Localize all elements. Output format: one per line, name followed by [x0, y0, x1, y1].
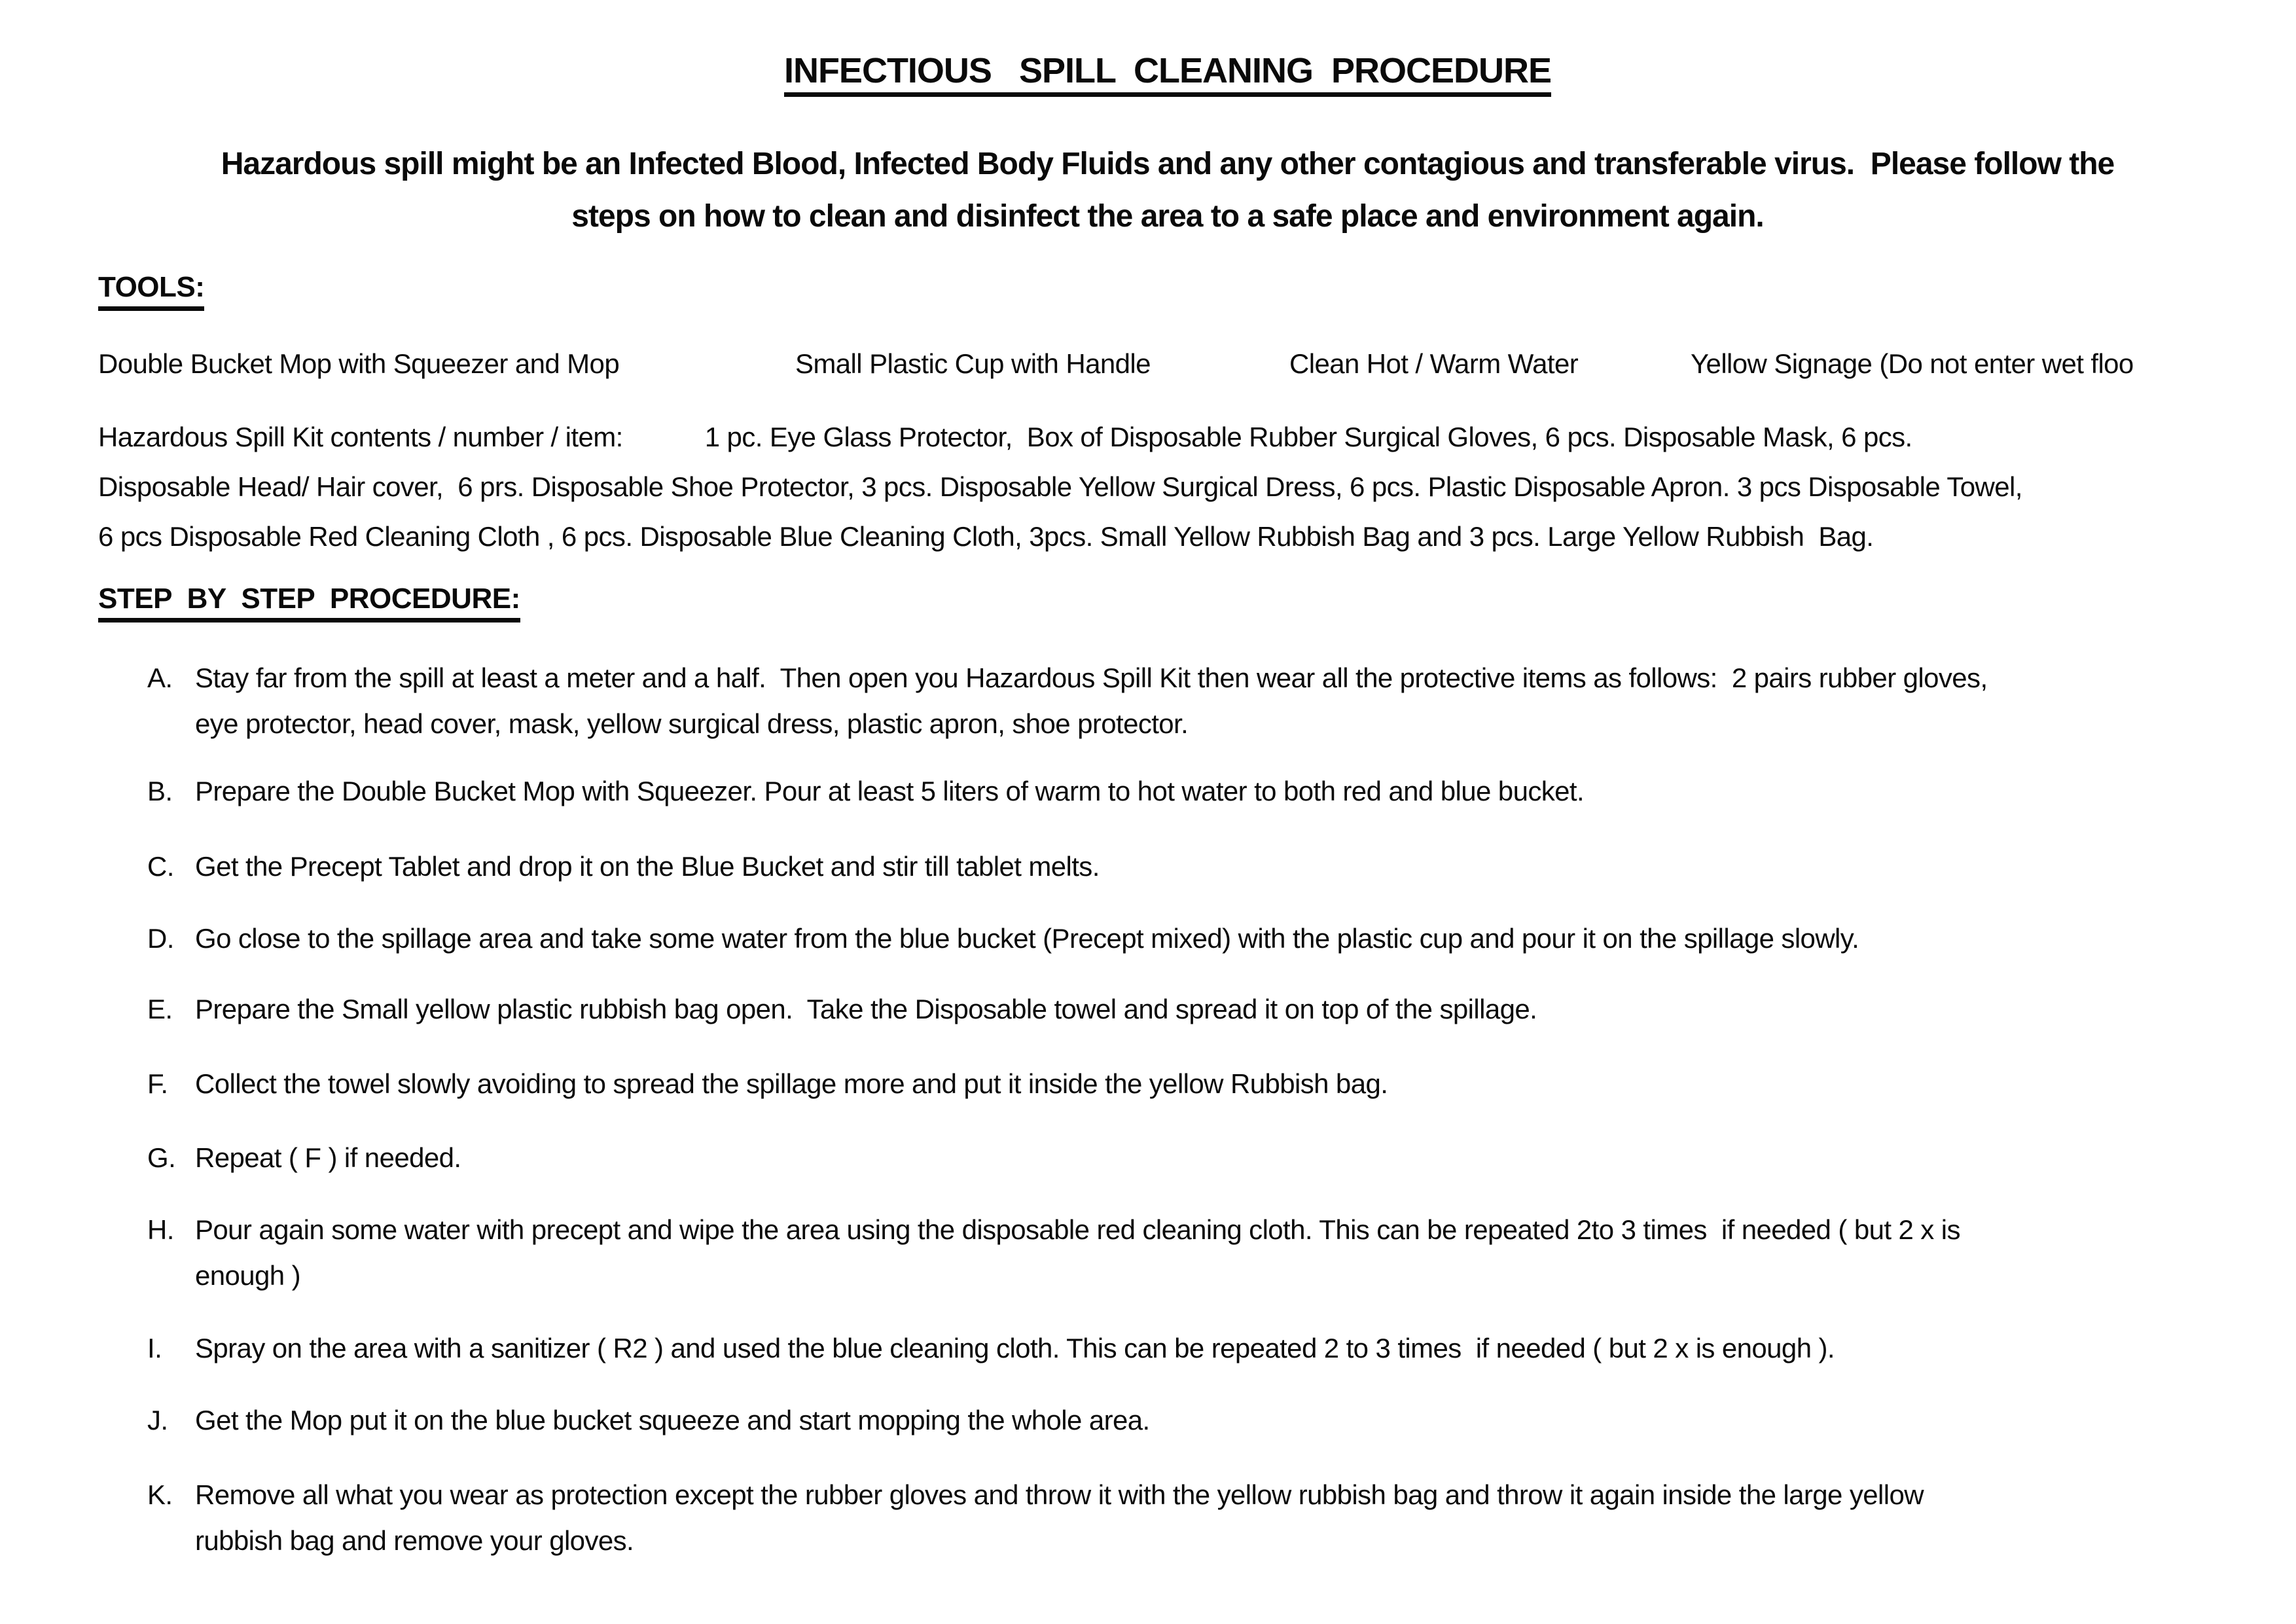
step-text [195, 1326, 2257, 1371]
title-row [98, 50, 2237, 97]
step-item-i [98, 1326, 2257, 1371]
tool-item-yellow-signage: Yellow Signage (Do not enter wet floo [1691, 348, 2134, 379]
step-letter: C. [147, 851, 174, 882]
step-letter: B. [147, 776, 173, 806]
tool-item-double-bucket-mop: Double Bucket Mop with Squeezer and Mop [98, 348, 620, 379]
step-line: enough ) [195, 1260, 301, 1291]
step-line: eye protector, head cover, mask, yellow surgical dress, plastic apron, shoe protector. [195, 708, 1189, 739]
step-letter: A. [147, 662, 173, 693]
step-line: Pour again some water with precept and wipe the area using the disposable red cleaning cloth. This can be repeated 2to 3 times if needed ( but 2 x is [195, 1214, 1960, 1245]
tools-heading-row [98, 270, 2237, 311]
procedure-heading: STEP BY STEP PROCEDURE: [98, 581, 520, 623]
step-text [195, 1472, 2257, 1564]
step-letter: F. [147, 1068, 168, 1099]
kit-line-3: 6 pcs Disposable Red Cleaning Cloth , 6 pcs. Disposable Blue Cleaning Cloth, 3pcs. Small Yellow Rubbish Bag and 3 pcs. Large Yellow Rubbish Bag. [98, 521, 1874, 552]
step-text [195, 1061, 2257, 1107]
page-title: INFECTIOUS SPILL CLEANING PROCEDURE [784, 50, 1551, 97]
step-letter: I. [147, 1333, 162, 1363]
kit-line-2: Disposable Head/ Hair cover, 6 prs. Disposable Shoe Protector, 3 pcs. Disposable Yellow Surgical Dress, 6 pcs. Plastic Disposable Apron. 3 pcs Disposable Towel, [98, 471, 2022, 502]
step-letter: G. [147, 1142, 176, 1173]
step-item-b [98, 768, 2257, 814]
step-line: rubbish bag and remove your gloves. [195, 1525, 634, 1556]
intro-line-1: Hazardous spill might be an Infected Blood, Infected Body Fluids and any other contagious and transferable virus. Please follow the [221, 147, 2115, 181]
procedure-heading-row [98, 581, 2237, 623]
step-line: Get the Precept Tablet and drop it on the Blue Bucket and stir till tablet melts. [195, 851, 1100, 882]
tools-row [98, 341, 2237, 387]
step-line: Stay far from the spill at least a meter and a half. Then open you Hazardous Spill Kit then wear all the protective items as follows: 2 pairs rubber gloves, [195, 662, 1988, 693]
step-line: Repeat ( F ) if needed. [195, 1142, 461, 1173]
step-text [195, 1207, 2257, 1299]
step-item-c [98, 844, 2257, 890]
step-line: Collect the towel slowly avoiding to spread the spillage more and put it inside the yellow Rubbish bag. [195, 1068, 1388, 1099]
step-text [195, 916, 2257, 962]
step-line: Go close to the spillage area and take some water from the blue bucket (Precept mixed) with the plastic cup and pour it on the spillage slowly. [195, 923, 1859, 954]
step-letter: K. [147, 1479, 173, 1510]
step-line: Prepare the Double Bucket Mop with Squeezer. Pour at least 5 liters of warm to hot water to both red and blue bucket. [195, 776, 1585, 806]
step-text [195, 655, 2257, 747]
step-item-j [98, 1398, 2257, 1443]
step-text [195, 1135, 2257, 1181]
step-line: Prepare the Small yellow plastic rubbish bag open. Take the Disposable towel and spread it on top of the spillage. [195, 994, 1537, 1024]
step-letter: J. [147, 1405, 168, 1435]
step-letter: H. [147, 1214, 174, 1245]
step-item-a [98, 655, 2257, 747]
intro-line-2: steps on how to clean and disinfect the area to a safe place and environment again. [571, 199, 1764, 234]
intro-paragraph [98, 138, 2237, 243]
step-item-e [98, 986, 2257, 1032]
step-item-d [98, 916, 2257, 962]
kit-line-1-contents: 1 pc. Eye Glass Protector, Box of Disposable Rubber Surgical Gloves, 6 pcs. Disposable Mask, 6 pcs. [704, 422, 1912, 452]
kit-label: Hazardous Spill Kit contents / number / item: [98, 422, 623, 452]
step-letter: D. [147, 923, 174, 954]
step-line: Spray on the area with a sanitizer ( R2 ) and used the blue cleaning cloth. This can be repeated 2 to 3 times if needed ( but 2 x is enough ). [195, 1333, 1835, 1363]
tool-item-plastic-cup: Small Plastic Cup with Handle [795, 348, 1151, 379]
step-line: Get the Mop put it on the blue bucket squeeze and start mopping the whole area. [195, 1405, 1150, 1435]
step-item-h [98, 1207, 2257, 1299]
step-text [195, 1398, 2257, 1443]
step-letter: E. [147, 994, 173, 1024]
step-text [195, 986, 2257, 1032]
tools-heading: TOOLS: [98, 270, 204, 311]
step-item-f [98, 1061, 2257, 1107]
step-line: Remove all what you wear as protection except the rubber gloves and throw it with the yellow rubbish bag and throw it again inside the large yellow [195, 1479, 1924, 1510]
step-text [195, 768, 2257, 814]
kit-line-1 [98, 412, 2237, 462]
step-item-k [98, 1472, 2257, 1564]
step-text [195, 844, 2257, 890]
step-item-g [98, 1135, 2257, 1181]
tool-item-warm-water: Clean Hot / Warm Water [1289, 348, 1579, 379]
spill-kit-paragraph [98, 412, 2237, 562]
